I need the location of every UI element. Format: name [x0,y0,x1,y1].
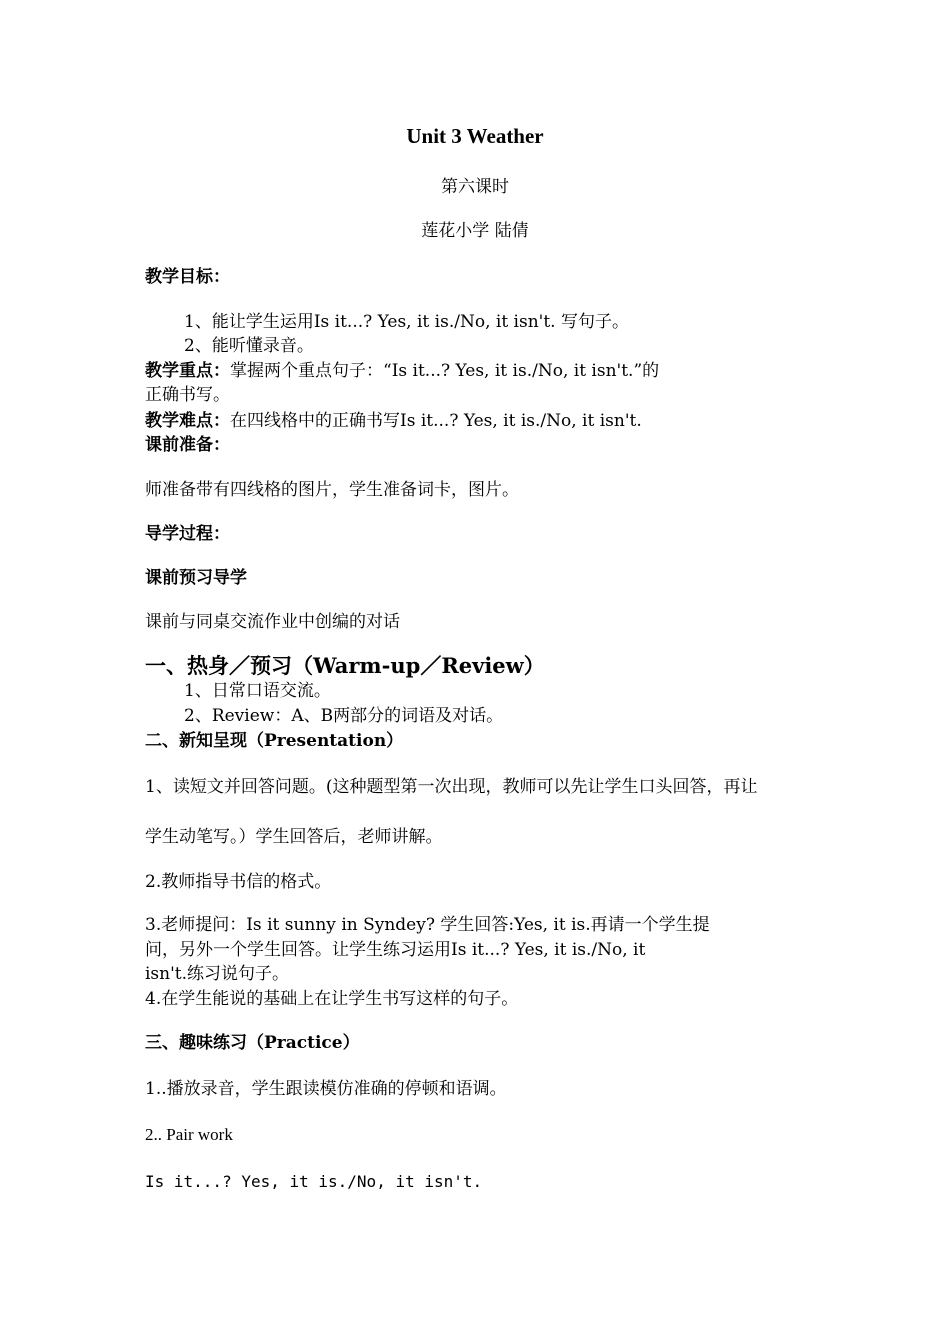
objective-item: 1、能让学生运用Is it...? Yes, it is./No, it isn't. 写句子。 [184,312,629,332]
presentation-item-3-cont: 问，另外一个学生回答。让学生练习运用Is it...? Yes, it is./No, it [145,940,646,960]
warmup-item: 2、Review：A、B两部分的词语及对话。 [184,706,504,726]
practice-item-1: 1..播放录音，学生跟读模仿准确的停顿和语调。 [145,1079,507,1099]
section-warmup-heading: 一、热身／预习（Warm-up／Review） [145,653,545,678]
practice-item-2: 2.. Pair work [145,1125,233,1144]
warmup-item: 1、日常口语交流。 [184,681,331,701]
key-point-text-cont: 正确书写。 [145,385,230,405]
difficulty-label: 教学难点： [145,411,230,431]
presentation-item-3-cont: isn't.练习说句子。 [145,964,290,984]
prep-heading: 课前准备： [145,435,230,455]
preview-heading: 课前预习导学 [145,568,247,588]
presentation-item-2: 2.教师指导书信的格式。 [145,872,332,892]
practice-item-3: Is it...? Yes, it is./No, it isn't. [145,1172,483,1191]
presentation-item-1-cont: 学生动笔写。）学生回答后，老师讲解。 [145,827,443,847]
preview-text: 课前与同桌交流作业中创编的对话 [145,612,400,632]
prep-text: 师准备带有四线格的图片，学生准备词卡，图片。 [145,480,519,500]
section-presentation-heading: 二、新知呈现（Presentation） [145,731,404,751]
document-title: Unit 3 Weather [406,124,544,148]
key-point-paragraph [145,360,807,382]
key-point-text: 掌握两个重点句子：“Is it...? Yes, it is./No, it isn't.”的 [230,361,660,381]
presentation-item-3: 3.老师提问：Is it sunny in Syndey? 学生回答:Yes, it is.再请一个学生提 [145,915,710,935]
difficulty-paragraph [145,410,807,432]
process-heading: 导学过程： [145,524,230,544]
lesson-number: 第六课时 [441,177,509,197]
objectives-heading: 教学目标： [145,267,230,287]
key-point-label: 教学重点： [145,361,230,381]
author-line: 莲花小学 陆倩 [421,221,529,241]
objective-item: 2、能听懂录音。 [184,336,314,356]
presentation-item-4: 4.在学生能说的基础上在让学生书写这样的句子。 [145,989,519,1009]
section-practice-heading: 三、趣味练习（Practice） [145,1033,360,1053]
presentation-item-1: 1、读短文并回答问题。(这种题型第一次出现，教师可以先让学生口头回答，再让 [145,777,758,797]
difficulty-text: 在四线格中的正确书写Is it...? Yes, it is./No, it isn't. [230,411,642,431]
